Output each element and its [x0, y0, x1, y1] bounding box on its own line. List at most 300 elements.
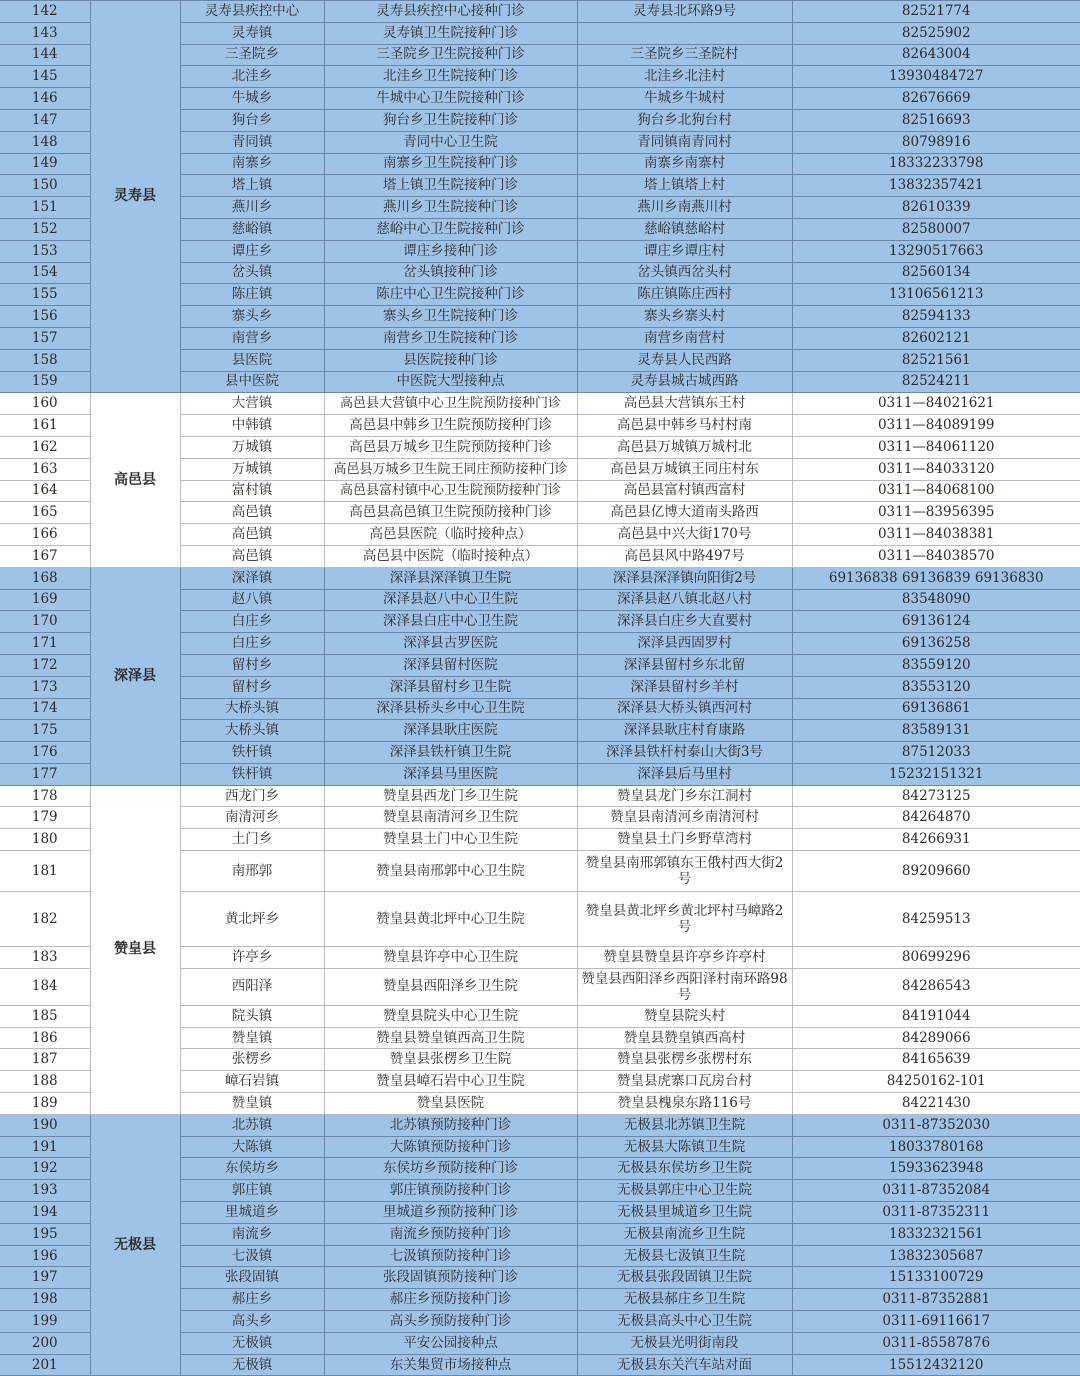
row-number-cell: 184	[0, 968, 90, 1005]
town-cell: 留村乡	[180, 676, 324, 698]
clinic-cell: 里城道乡预防接种门诊	[324, 1202, 577, 1224]
address-cell: 赞皇县虎寨口瓦房台村	[577, 1071, 792, 1093]
address-cell: 深泽县铁杆村泰山大街3号	[577, 742, 792, 764]
clinic-cell: 高邑县万城乡卫生院预防接种门诊	[324, 436, 577, 458]
address-cell: 高邑县万城镇万城村北	[577, 436, 792, 458]
town-cell: 赵八镇	[180, 589, 324, 611]
row-number-cell: 164	[0, 480, 90, 502]
phone-cell: 84286543	[792, 968, 1080, 1005]
clinic-cell: 平安公园接种点	[324, 1332, 577, 1354]
phone-cell: 18332321561	[792, 1223, 1080, 1245]
row-number-cell: 150	[0, 175, 90, 197]
clinic-cell: 慈峪中心卫生院接种门诊	[324, 218, 577, 240]
address-cell: 无极县郝庄乡卫生院	[577, 1289, 792, 1311]
row-number-cell: 165	[0, 502, 90, 524]
row-number-cell: 176	[0, 742, 90, 764]
clinic-cell: 北苏镇预防接种门诊	[324, 1114, 577, 1136]
town-cell: 土门乡	[180, 829, 324, 851]
town-cell: 南流乡	[180, 1223, 324, 1245]
phone-cell: 84273125	[792, 785, 1080, 807]
phone-cell: 13106561213	[792, 284, 1080, 306]
row-number-cell: 190	[0, 1114, 90, 1136]
row-number-cell: 154	[0, 262, 90, 284]
clinic-cell: 高头乡预防接种门诊	[324, 1311, 577, 1333]
table-row	[0, 1, 1080, 23]
phone-cell: 82516693	[792, 109, 1080, 131]
town-cell: 陈庄镇	[180, 284, 324, 306]
row-number-cell: 157	[0, 327, 90, 349]
address-cell: 赞皇县南邢郭镇东王俄村西大街2号	[577, 851, 792, 892]
town-cell: 高邑镇	[180, 502, 324, 524]
phone-cell: 84289066	[792, 1027, 1080, 1049]
phone-cell: 13290517663	[792, 240, 1080, 262]
row-number-cell: 152	[0, 218, 90, 240]
clinic-cell: 高邑县富村镇中心卫生院预防接种门诊	[324, 480, 577, 502]
clinic-cell: 赞皇县土门中心卫生院	[324, 829, 577, 851]
town-cell: 高头乡	[180, 1311, 324, 1333]
row-number-cell: 160	[0, 393, 90, 415]
phone-cell: 69136861	[792, 698, 1080, 720]
address-cell: 高邑县亿博大道南头路西	[577, 502, 792, 524]
phone-cell: 0311—84089199	[792, 415, 1080, 437]
row-number-cell: 188	[0, 1071, 90, 1093]
address-cell: 无极县北苏镇卫生院	[577, 1114, 792, 1136]
town-cell: 万城镇	[180, 436, 324, 458]
town-cell: 铁杆镇	[180, 742, 324, 764]
row-number-cell: 168	[0, 567, 90, 589]
address-cell: 无极县东关汽车站对面	[577, 1354, 792, 1376]
address-cell: 岔头镇西岔头村	[577, 262, 792, 284]
row-number-cell: 159	[0, 371, 90, 393]
clinic-cell: 陈庄中心卫生院接种门诊	[324, 284, 577, 306]
address-cell: 赞皇县西阳泽乡西阳泽村南环路98号	[577, 968, 792, 1005]
address-cell: 北洼乡北洼村	[577, 66, 792, 88]
town-cell: 大桥头镇	[180, 720, 324, 742]
row-number-cell: 197	[0, 1267, 90, 1289]
phone-cell: 80798916	[792, 131, 1080, 153]
town-cell: 西阳泽	[180, 968, 324, 1005]
town-cell: 大桥头镇	[180, 698, 324, 720]
address-cell: 无极县七汲镇卫生院	[577, 1245, 792, 1267]
phone-cell: 82676669	[792, 88, 1080, 110]
row-number-cell: 187	[0, 1049, 90, 1071]
phone-cell: 84221430	[792, 1093, 1080, 1115]
phone-cell: 15232151321	[792, 763, 1080, 785]
table-row	[0, 785, 1080, 807]
clinic-cell: 南营乡卫生院接种门诊	[324, 327, 577, 349]
county-cell: 深泽县	[90, 567, 180, 785]
clinic-cell: 深泽县留村医院	[324, 654, 577, 676]
phone-cell: 82580007	[792, 218, 1080, 240]
address-cell: 赞皇县院头村	[577, 1005, 792, 1027]
clinic-cell: 七汲镇预防接种门诊	[324, 1245, 577, 1267]
clinic-cell: 南流乡预防接种门诊	[324, 1223, 577, 1245]
address-cell: 陈庄镇陈庄西村	[577, 284, 792, 306]
clinic-cell: 赞皇县张楞乡卫生院	[324, 1049, 577, 1071]
row-number-cell: 189	[0, 1093, 90, 1115]
town-cell: 中韩镇	[180, 415, 324, 437]
clinic-cell: 赞皇县嶂石岩中心卫生院	[324, 1071, 577, 1093]
phone-cell: 0311—84038381	[792, 524, 1080, 546]
address-cell: 高邑县富村镇西富村	[577, 480, 792, 502]
clinic-cell: 高邑县高邑镇卫生院预防接种门诊	[324, 502, 577, 524]
row-number-cell: 193	[0, 1180, 90, 1202]
row-number-cell: 144	[0, 44, 90, 66]
row-number-cell: 201	[0, 1354, 90, 1376]
phone-cell: 15133100729	[792, 1267, 1080, 1289]
address-cell: 燕川乡南燕川村	[577, 197, 792, 219]
town-cell: 寨头乡	[180, 306, 324, 328]
row-number-cell: 161	[0, 415, 90, 437]
town-cell: 南营乡	[180, 327, 324, 349]
town-cell: 灵寿县疾控中心	[180, 1, 324, 23]
row-number-cell: 177	[0, 763, 90, 785]
town-cell: 高邑镇	[180, 524, 324, 546]
phone-cell: 0311-87352084	[792, 1180, 1080, 1202]
row-number-cell: 200	[0, 1332, 90, 1354]
clinic-cell: 三圣院乡卫生院接种门诊	[324, 44, 577, 66]
row-number-cell: 173	[0, 676, 90, 698]
row-number-cell: 163	[0, 458, 90, 480]
clinic-cell: 高邑县中医院（临时接种点）	[324, 545, 577, 567]
address-cell: 赞皇县槐泉东路116号	[577, 1093, 792, 1115]
row-number-cell: 180	[0, 829, 90, 851]
clinic-cell: 高邑县中韩乡卫生院预防接种门诊	[324, 415, 577, 437]
county-cell: 无极县	[90, 1114, 180, 1376]
clinic-cell: 赞皇县黄北坪中心卫生院	[324, 892, 577, 947]
town-cell: 万城镇	[180, 458, 324, 480]
row-number-cell: 195	[0, 1223, 90, 1245]
phone-cell: 83548090	[792, 589, 1080, 611]
phone-cell: 13930484727	[792, 66, 1080, 88]
address-cell: 深泽县深泽镇向阳街2号	[577, 567, 792, 589]
town-cell: 无极镇	[180, 1354, 324, 1376]
clinic-cell: 郭庄镇预防接种门诊	[324, 1180, 577, 1202]
county-cell: 灵寿县	[90, 1, 180, 393]
address-cell: 深泽县大桥头镇西河村	[577, 698, 792, 720]
town-cell: 深泽镇	[180, 567, 324, 589]
address-cell: 狗台乡北狗台村	[577, 109, 792, 131]
address-cell: 南寨乡南寨村	[577, 153, 792, 175]
row-number-cell: 186	[0, 1027, 90, 1049]
phone-cell: 15512432120	[792, 1354, 1080, 1376]
town-cell: 慈峪镇	[180, 218, 324, 240]
clinic-cell: 深泽县马里医院	[324, 763, 577, 785]
row-number-cell: 166	[0, 524, 90, 546]
address-cell: 深泽县赵八镇北赵八村	[577, 589, 792, 611]
address-cell: 灵寿县北环路9号	[577, 1, 792, 23]
row-number-cell: 151	[0, 197, 90, 219]
phone-cell: 0311—84033120	[792, 458, 1080, 480]
town-cell: 三圣院乡	[180, 44, 324, 66]
phone-cell: 13832357421	[792, 175, 1080, 197]
row-number-cell: 185	[0, 1005, 90, 1027]
town-cell: 郝庄乡	[180, 1289, 324, 1311]
address-cell: 高邑县中韩乡马村村南	[577, 415, 792, 437]
row-number-cell: 196	[0, 1245, 90, 1267]
row-number-cell: 171	[0, 633, 90, 655]
address-cell: 无极县东侯坊乡卫生院	[577, 1158, 792, 1180]
phone-cell: 82594133	[792, 306, 1080, 328]
row-number-cell: 143	[0, 22, 90, 44]
phone-cell: 83559120	[792, 654, 1080, 676]
address-cell: 无极县张段固镇卫生院	[577, 1267, 792, 1289]
town-cell: 北洼乡	[180, 66, 324, 88]
phone-cell: 0311—84038570	[792, 545, 1080, 567]
clinic-cell: 谭庄乡接种门诊	[324, 240, 577, 262]
phone-cell: 0311—84061120	[792, 436, 1080, 458]
table-row	[0, 1114, 1080, 1136]
town-cell: 富村镇	[180, 480, 324, 502]
clinic-cell: 深泽县耿庄医院	[324, 720, 577, 742]
address-cell	[577, 22, 792, 44]
address-cell: 赞皇县南清河乡南清河村	[577, 807, 792, 829]
phone-cell: 0311-87352311	[792, 1202, 1080, 1224]
address-cell: 深泽县西固罗村	[577, 633, 792, 655]
table-body	[0, 1, 1080, 1376]
phone-cell: 69136838 69136839 69136830	[792, 567, 1080, 589]
clinic-cell: 赞皇县西龙门乡卫生院	[324, 785, 577, 807]
clinic-cell: 岔头镇接种门诊	[324, 262, 577, 284]
town-cell: 大营镇	[180, 393, 324, 415]
clinic-cell: 高邑县医院（临时接种点）	[324, 524, 577, 546]
address-cell: 塔上镇塔上村	[577, 175, 792, 197]
phone-cell: 82602121	[792, 327, 1080, 349]
town-cell: 黄北坪乡	[180, 892, 324, 947]
address-cell: 南营乡南营村	[577, 327, 792, 349]
phone-cell: 89209660	[792, 851, 1080, 892]
row-number-cell: 149	[0, 153, 90, 175]
town-cell: 岔头镇	[180, 262, 324, 284]
address-cell: 赞皇县张楞乡张楞村东	[577, 1049, 792, 1071]
clinic-cell: 赞皇县医院	[324, 1093, 577, 1115]
county-cell: 赞皇县	[90, 785, 180, 1114]
phone-cell: 87512033	[792, 742, 1080, 764]
clinic-cell: 中医院大型接种点	[324, 371, 577, 393]
clinic-cell: 深泽县铁杆镇卫生院	[324, 742, 577, 764]
address-cell: 深泽县耿庄村育康路	[577, 720, 792, 742]
clinic-cell: 张段固镇预防接种门诊	[324, 1267, 577, 1289]
clinic-cell: 赞皇县赞皇镇西高卫生院	[324, 1027, 577, 1049]
town-cell: 青同镇	[180, 131, 324, 153]
clinic-cell: 寨头乡卫生院接种门诊	[324, 306, 577, 328]
clinic-cell: 赞皇县南邢郭中心卫生院	[324, 851, 577, 892]
phone-cell: 82610339	[792, 197, 1080, 219]
address-cell: 灵寿县城古城西路	[577, 371, 792, 393]
town-cell: 里城道乡	[180, 1202, 324, 1224]
town-cell: 赞皇镇	[180, 1093, 324, 1115]
clinic-cell: 高邑县大营镇中心卫生院预防接种门诊	[324, 393, 577, 415]
phone-cell: 13832305687	[792, 1245, 1080, 1267]
address-cell: 青同镇南青同村	[577, 131, 792, 153]
address-cell: 深泽县留村乡羊村	[577, 676, 792, 698]
county-cell: 高邑县	[90, 393, 180, 567]
phone-cell: 84191044	[792, 1005, 1080, 1027]
phone-cell: 15933623948	[792, 1158, 1080, 1180]
row-number-cell: 170	[0, 611, 90, 633]
clinic-cell: 狗台乡卫生院接种门诊	[324, 109, 577, 131]
address-cell: 深泽县白庄乡大直要村	[577, 611, 792, 633]
address-cell: 慈峪镇慈峪村	[577, 218, 792, 240]
town-cell: 留村乡	[180, 654, 324, 676]
row-number-cell: 174	[0, 698, 90, 720]
clinic-cell: 牛城中心卫生院接种门诊	[324, 88, 577, 110]
clinic-cell: 深泽县留村乡卫生院	[324, 676, 577, 698]
town-cell: 东侯坊乡	[180, 1158, 324, 1180]
clinic-cell: 灵寿县疾控中心接种门诊	[324, 1, 577, 23]
row-number-cell: 199	[0, 1311, 90, 1333]
phone-cell: 84259513	[792, 892, 1080, 947]
clinic-cell: 郝庄乡预防接种门诊	[324, 1289, 577, 1311]
address-cell: 灵寿县人民西路	[577, 349, 792, 371]
town-cell: 南清河乡	[180, 807, 324, 829]
town-cell: 北苏镇	[180, 1114, 324, 1136]
row-number-cell: 155	[0, 284, 90, 306]
clinic-cell: 深泽县白庄中心卫生院	[324, 611, 577, 633]
address-cell: 高邑县万城镇王同庄村东	[577, 458, 792, 480]
address-cell: 牛城乡牛城村	[577, 88, 792, 110]
phone-cell: 18033780168	[792, 1136, 1080, 1158]
row-number-cell: 148	[0, 131, 90, 153]
address-cell: 赞皇县龙门乡东江洞村	[577, 785, 792, 807]
table-row	[0, 393, 1080, 415]
clinic-cell: 深泽县赵八中心卫生院	[324, 589, 577, 611]
clinic-cell: 南寨乡卫生院接种门诊	[324, 153, 577, 175]
clinic-cell: 大陈镇预防接种门诊	[324, 1136, 577, 1158]
town-cell: 院头镇	[180, 1005, 324, 1027]
town-cell: 许亭乡	[180, 947, 324, 969]
town-cell: 县中医院	[180, 371, 324, 393]
clinic-cell: 青同中心卫生院	[324, 131, 577, 153]
phone-cell: 18332233798	[792, 153, 1080, 175]
phone-cell: 84250162-101	[792, 1071, 1080, 1093]
address-cell: 高邑县大营镇东王村	[577, 393, 792, 415]
address-cell: 寨头乡寨头村	[577, 306, 792, 328]
phone-cell: 84266931	[792, 829, 1080, 851]
clinic-cell: 赞皇县许亭中心卫生院	[324, 947, 577, 969]
row-number-cell: 142	[0, 1, 90, 23]
address-cell: 谭庄乡谭庄村	[577, 240, 792, 262]
row-number-cell: 156	[0, 306, 90, 328]
address-cell: 无极县郭庄中心卫生院	[577, 1180, 792, 1202]
phone-cell: 82524211	[792, 371, 1080, 393]
phone-cell: 0311-69116617	[792, 1311, 1080, 1333]
town-cell: 白庄乡	[180, 611, 324, 633]
clinic-cell: 东侯坊乡预防接种门诊	[324, 1158, 577, 1180]
clinic-cell: 赞皇县院头中心卫生院	[324, 1005, 577, 1027]
table-row	[0, 567, 1080, 589]
clinic-cell: 灵寿镇卫生院接种门诊	[324, 22, 577, 44]
phone-cell: 84264870	[792, 807, 1080, 829]
town-cell: 大陈镇	[180, 1136, 324, 1158]
address-cell: 赞皇县土门乡野草湾村	[577, 829, 792, 851]
town-cell: 七汲镇	[180, 1245, 324, 1267]
town-cell: 狗台乡	[180, 109, 324, 131]
phone-cell: 0311—83956395	[792, 502, 1080, 524]
row-number-cell: 145	[0, 66, 90, 88]
phone-cell: 0311-87352881	[792, 1289, 1080, 1311]
clinic-cell: 深泽县古罗医院	[324, 633, 577, 655]
address-cell: 赞皇县黄北坪乡黄北坪村马嶂路2号	[577, 892, 792, 947]
town-cell: 灵寿镇	[180, 22, 324, 44]
town-cell: 牛城乡	[180, 88, 324, 110]
row-number-cell: 198	[0, 1289, 90, 1311]
clinic-cell: 塔上镇卫生院接种门诊	[324, 175, 577, 197]
phone-cell: 83589131	[792, 720, 1080, 742]
town-cell: 燕川乡	[180, 197, 324, 219]
phone-cell: 80699296	[792, 947, 1080, 969]
row-number-cell: 147	[0, 109, 90, 131]
town-cell: 赞皇镇	[180, 1027, 324, 1049]
address-cell: 无极县光明街南段	[577, 1332, 792, 1354]
phone-cell: 83553120	[792, 676, 1080, 698]
clinic-cell: 赞皇县南清河乡卫生院	[324, 807, 577, 829]
town-cell: 南邢郭	[180, 851, 324, 892]
row-number-cell: 153	[0, 240, 90, 262]
town-cell: 张楞乡	[180, 1049, 324, 1071]
address-cell: 赞皇县赞皇镇西高村	[577, 1027, 792, 1049]
phone-cell: 82521561	[792, 349, 1080, 371]
row-number-cell: 181	[0, 851, 90, 892]
row-number-cell: 182	[0, 892, 90, 947]
address-cell: 赞皇县赞皇县许亭乡许亭村	[577, 947, 792, 969]
address-cell: 深泽县后马里村	[577, 763, 792, 785]
row-number-cell: 169	[0, 589, 90, 611]
clinic-cell: 赞皇县西阳泽乡卫生院	[324, 968, 577, 1005]
town-cell: 张段固镇	[180, 1267, 324, 1289]
phone-cell: 82525902	[792, 22, 1080, 44]
row-number-cell: 178	[0, 785, 90, 807]
row-number-cell: 179	[0, 807, 90, 829]
row-number-cell: 146	[0, 88, 90, 110]
row-number-cell: 183	[0, 947, 90, 969]
address-cell: 深泽县留村乡东北留	[577, 654, 792, 676]
address-cell: 三圣院乡三圣院村	[577, 44, 792, 66]
phone-cell: 0311-85587876	[792, 1332, 1080, 1354]
address-cell: 无极县南流乡卫生院	[577, 1223, 792, 1245]
clinic-cell: 北洼乡卫生院接种门诊	[324, 66, 577, 88]
clinic-cell: 燕川乡卫生院接种门诊	[324, 197, 577, 219]
row-number-cell: 162	[0, 436, 90, 458]
row-number-cell: 175	[0, 720, 90, 742]
address-cell: 高邑县中兴大街170号	[577, 524, 792, 546]
row-number-cell: 191	[0, 1136, 90, 1158]
phone-cell: 82521774	[792, 1, 1080, 23]
town-cell: 西龙门乡	[180, 785, 324, 807]
clinic-cell: 东关集贸市场接种点	[324, 1354, 577, 1376]
town-cell: 南寨乡	[180, 153, 324, 175]
row-number-cell: 167	[0, 545, 90, 567]
town-cell: 郭庄镇	[180, 1180, 324, 1202]
town-cell: 塔上镇	[180, 175, 324, 197]
clinic-cell: 深泽县桥头乡中心卫生院	[324, 698, 577, 720]
town-cell: 县医院	[180, 349, 324, 371]
phone-cell: 84165639	[792, 1049, 1080, 1071]
town-cell: 嶂石岩镇	[180, 1071, 324, 1093]
address-cell: 无极县里城道乡卫生院	[577, 1202, 792, 1224]
phone-cell: 82643004	[792, 44, 1080, 66]
phone-cell: 69136258	[792, 633, 1080, 655]
row-number-cell: 192	[0, 1158, 90, 1180]
town-cell: 铁杆镇	[180, 763, 324, 785]
address-cell: 高邑县风中路497号	[577, 545, 792, 567]
town-cell: 白庄乡	[180, 633, 324, 655]
town-cell: 高邑镇	[180, 545, 324, 567]
address-cell: 无极县大陈镇卫生院	[577, 1136, 792, 1158]
phone-cell: 0311—84021621	[792, 393, 1080, 415]
row-number-cell: 172	[0, 654, 90, 676]
row-number-cell: 158	[0, 349, 90, 371]
